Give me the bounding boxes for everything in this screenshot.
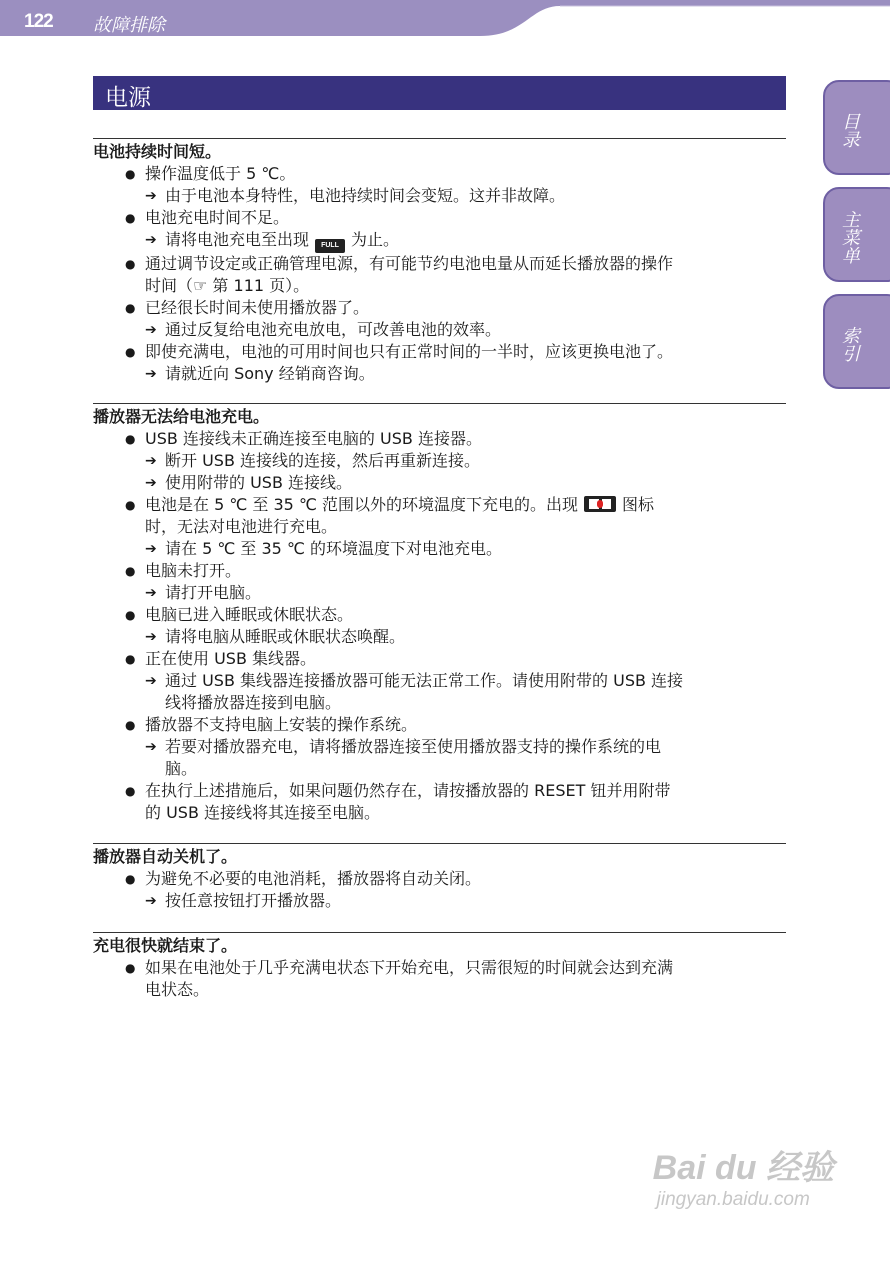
list-item — [93, 297, 786, 341]
bullet-icon: ● — [125, 301, 136, 315]
item-text: 正在使用 USB 集线器。 — [145, 649, 317, 668]
watermark-url: jingyan.baidu.com — [656, 1189, 810, 1210]
sub-text: 线将播放器连接到电脑。 — [165, 693, 342, 712]
list-item — [93, 560, 786, 604]
bullet-icon: ● — [125, 608, 136, 622]
bullet-icon: ● — [125, 652, 136, 666]
item-text: 在执行上述措施后，如果问题仍然存在，请按播放器的 RESET 钮并用附带 — [145, 781, 671, 800]
section-title-bar — [93, 76, 786, 110]
list-item — [93, 207, 786, 253]
tab-main-menu-label: 主菜单 — [839, 209, 860, 264]
list-item — [93, 494, 786, 560]
list-item — [93, 648, 786, 714]
sub-text: 按任意按钮打开播放器。 — [165, 891, 342, 910]
list-item — [93, 163, 786, 207]
group-title: 播放器自动关机了。 — [93, 847, 238, 866]
bullet-icon: ● — [125, 872, 136, 886]
bullet-icon: ● — [125, 961, 136, 975]
arrow-icon: ➔ — [145, 475, 157, 491]
list-item — [93, 604, 786, 648]
item-text: 图标 — [622, 495, 655, 514]
sub-text: 请打开电脑。 — [165, 583, 262, 602]
battery-full-icon: FULL — [315, 239, 345, 253]
arrow-icon: ➔ — [145, 541, 157, 557]
sub-text: 请就近向 Sony 经销商咨询。 — [165, 364, 375, 383]
list-item — [93, 780, 786, 824]
breadcrumb: 故障排除 — [93, 15, 165, 36]
item-text: USB 连接线未正确连接至电脑的 USB 连接器。 — [145, 429, 482, 448]
list-item — [93, 428, 786, 494]
item-text: 的 USB 连接线将其连接至电脑。 — [145, 803, 381, 822]
arrow-icon: ➔ — [145, 629, 157, 645]
group-auto-power-off — [93, 843, 786, 912]
group-charging-ends-quickly — [93, 932, 786, 1001]
arrow-icon: ➔ — [145, 893, 157, 909]
group-title: 充电很快就结束了。 — [93, 936, 238, 955]
page-number: 122 — [24, 11, 53, 32]
list-item — [93, 714, 786, 780]
sub-text: 脑。 — [165, 759, 198, 778]
bullet-icon: ● — [125, 167, 136, 181]
bullet-icon: ● — [125, 498, 136, 512]
bullet-icon: ● — [125, 257, 136, 271]
bullet-icon: ● — [125, 784, 136, 798]
section-title: 电源 — [105, 85, 151, 111]
arrow-icon: ➔ — [145, 366, 157, 382]
arrow-icon: ➔ — [145, 232, 157, 248]
bullet-icon: ● — [125, 718, 136, 732]
bullet-icon: ● — [125, 345, 136, 359]
item-text: 如果在电池处于几乎充满电状态下开始充电，只需很短的时间就会达到充满 — [145, 958, 674, 977]
item-text: 播放器不支持电脑上安装的操作系统。 — [145, 715, 418, 734]
sub-text: 由于电池本身特性，电池持续时间会变短。这并非故障。 — [165, 186, 566, 205]
bullet-icon: ● — [125, 432, 136, 446]
arrow-icon: ➔ — [145, 322, 157, 338]
watermark-logo: Bai du 经验 — [652, 1149, 834, 1187]
arrow-icon: ➔ — [145, 453, 157, 469]
item-text: 操作温度低于 5 ℃。 — [145, 164, 296, 183]
sub-text: 请将电脑从睡眠或休眠状态唤醒。 — [165, 627, 406, 646]
group-short-battery-life — [93, 138, 786, 385]
group-title: 播放器无法给电池充电。 — [93, 407, 270, 426]
item-text: 电脑已进入睡眠或休眠状态。 — [145, 605, 354, 624]
item-text: 电状态。 — [145, 980, 210, 999]
item-text: 时间（☞ 第 111 页）。 — [145, 276, 310, 295]
item-text: 即使充满电，电池的可用时间也只有正常时间的一半时，应该更换电池了。 — [145, 342, 674, 361]
arrow-icon: ➔ — [145, 188, 157, 204]
sub-text: 若要对播放器充电，请将播放器连接至使用播放器支持的操作系统的电 — [165, 737, 662, 756]
item-text: 通过调节设定或正确管理电源，有可能节约电池电量从而延长播放器的操作 — [145, 254, 674, 273]
list-item — [93, 868, 786, 912]
battery-temperature-icon — [584, 496, 616, 512]
sub-text: 请将电池充电至出现 — [165, 230, 310, 249]
page-header — [0, 0, 890, 40]
sub-text: 通过 USB 集线器连接播放器可能无法正常工作。请使用附带的 USB 连接 — [165, 671, 684, 690]
list-item — [93, 341, 786, 385]
tab-index[interactable] — [823, 294, 890, 389]
arrow-icon: ➔ — [145, 739, 157, 755]
tab-main-menu[interactable] — [823, 187, 890, 282]
item-text: 电脑未打开。 — [145, 561, 242, 580]
sub-text: 使用附带的 USB 连接线。 — [165, 473, 353, 492]
list-item — [93, 957, 786, 1001]
sub-text: 请在 5 ℃ 至 35 ℃ 的环境温度下对电池充电。 — [165, 539, 502, 558]
sub-text: 断开 USB 连接线的连接，然后再重新连接。 — [165, 451, 481, 470]
arrow-icon: ➔ — [145, 585, 157, 601]
group-title: 电池持续时间短。 — [93, 142, 222, 161]
item-text: 已经很长时间未使用播放器了。 — [145, 298, 370, 317]
item-text: 时，无法对电池进行充电。 — [145, 517, 338, 536]
item-text: 为避免不必要的电池消耗，播放器将自动关闭。 — [145, 869, 482, 888]
item-text: 电池充电时间不足。 — [145, 208, 290, 227]
tab-contents-label: 目录 — [839, 111, 860, 148]
bullet-icon: ● — [125, 211, 136, 225]
sub-text: 为止。 — [351, 230, 400, 249]
tab-index-label: 索引 — [839, 325, 860, 362]
group-cannot-charge — [93, 403, 786, 824]
item-text: 电池是在 5 ℃ 至 35 ℃ 范围以外的环境温度下充电的。出现 — [145, 495, 578, 514]
tab-contents[interactable] — [823, 80, 890, 175]
list-item — [93, 253, 786, 297]
sub-text: 通过反复给电池充电放电，可改善电池的效率。 — [165, 320, 502, 339]
bullet-icon: ● — [125, 564, 136, 578]
arrow-icon: ➔ — [145, 673, 157, 689]
watermark — [653, 1140, 834, 1211]
